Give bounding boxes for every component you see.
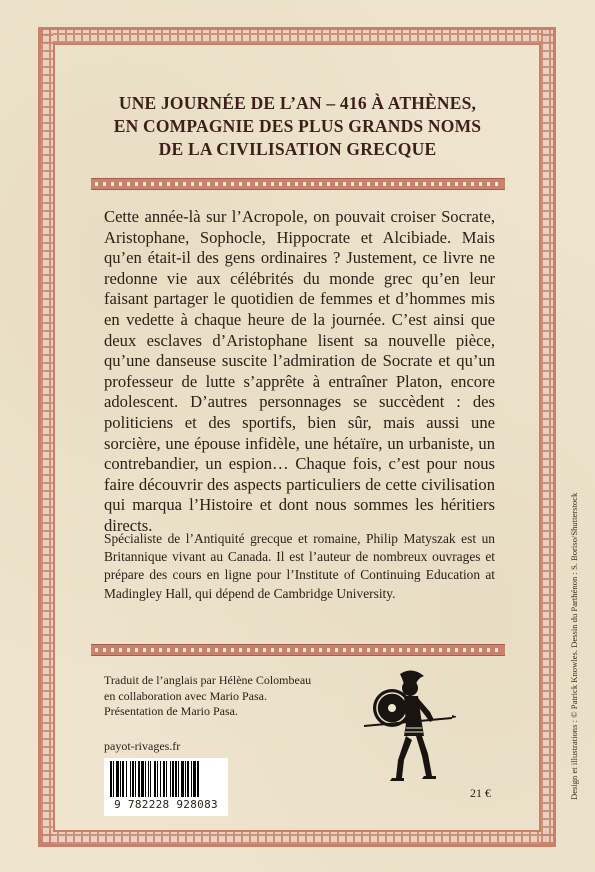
headline-line-3: DE LA CIVILISATION GRECQUE [158, 139, 437, 159]
greek-hoplite-illustration [360, 668, 456, 784]
publisher-website: payot-rivages.fr [104, 739, 181, 753]
price: 21 € [470, 786, 491, 800]
translation-credits [104, 673, 344, 720]
book-blurb: Cette année-là sur l’Acropole, on pouvait croiser Socrate, Aristophane, Sophocle, Hippocrate et Alcibiade. Mais qu’en était-il des gens ordinaires ? Justement, ce livre ne redonne vie aux célébrités du monde grec qu’en leur faisant partager le quotidien de femmes et d’hommes mis en vedette à chaque heure de la journée. C’est ainsi que deux esclaves d’Aristophane lisent sa nouvelle pièce, qu’une danseuse suscite l’admiration de Socrate et qu’un professeur de lutte s’apprête à entraîner Platon, encore adolescent. D’autres personnages se succèdent : des politiciens et des sportifs, bien sûr, mais aussi une sorcière, une épouse infidèle, une hétaïre, un urbaniste, un contrebandier, un espion… Chaque fois, c’est pour nous faire découvrir des aspects particuliers de cette civilisation qui marqua l’Histoire et dont nous sommes les héritiers directs. [104, 207, 495, 535]
isbn-barcode [104, 758, 228, 816]
headline-line-1: UNE JOURNÉE DE L’AN – 416 À ATHÈNES, [118, 93, 477, 113]
ornamental-band-bottom [91, 644, 505, 656]
illustration-credit: Design et illustrations : © Patrick Knowles. Dessin du Parthénon : S. Boriso/Shutterstock [569, 492, 579, 800]
credit-line-3: Présentation de Mario Pasa. [104, 704, 238, 718]
ornamental-band-top [91, 178, 505, 190]
credit-line-2: en collaboration avec Mario Pasa. [104, 688, 267, 703]
headline [70, 92, 525, 161]
author-bio: Spécialiste de l’Antiquité grecque et romaine, Philip Matyszak est un Britannique vivant au Canada. Il est l’auteur de nombreux ouvrages et prépare des cours en ligne pour l’Institute of Continuing Education at Madingley Hall, qui dépend de Cambridge University. [104, 531, 495, 601]
credit-line-1: Traduit de l’anglais par Hélène Colombeau [104, 673, 312, 687]
headline-line-2: EN COMPAGNIE DES PLUS GRANDS NOMS [113, 116, 482, 136]
barcode-number: 9 782228 928083 [114, 798, 218, 811]
barcode-bars [108, 761, 224, 797]
